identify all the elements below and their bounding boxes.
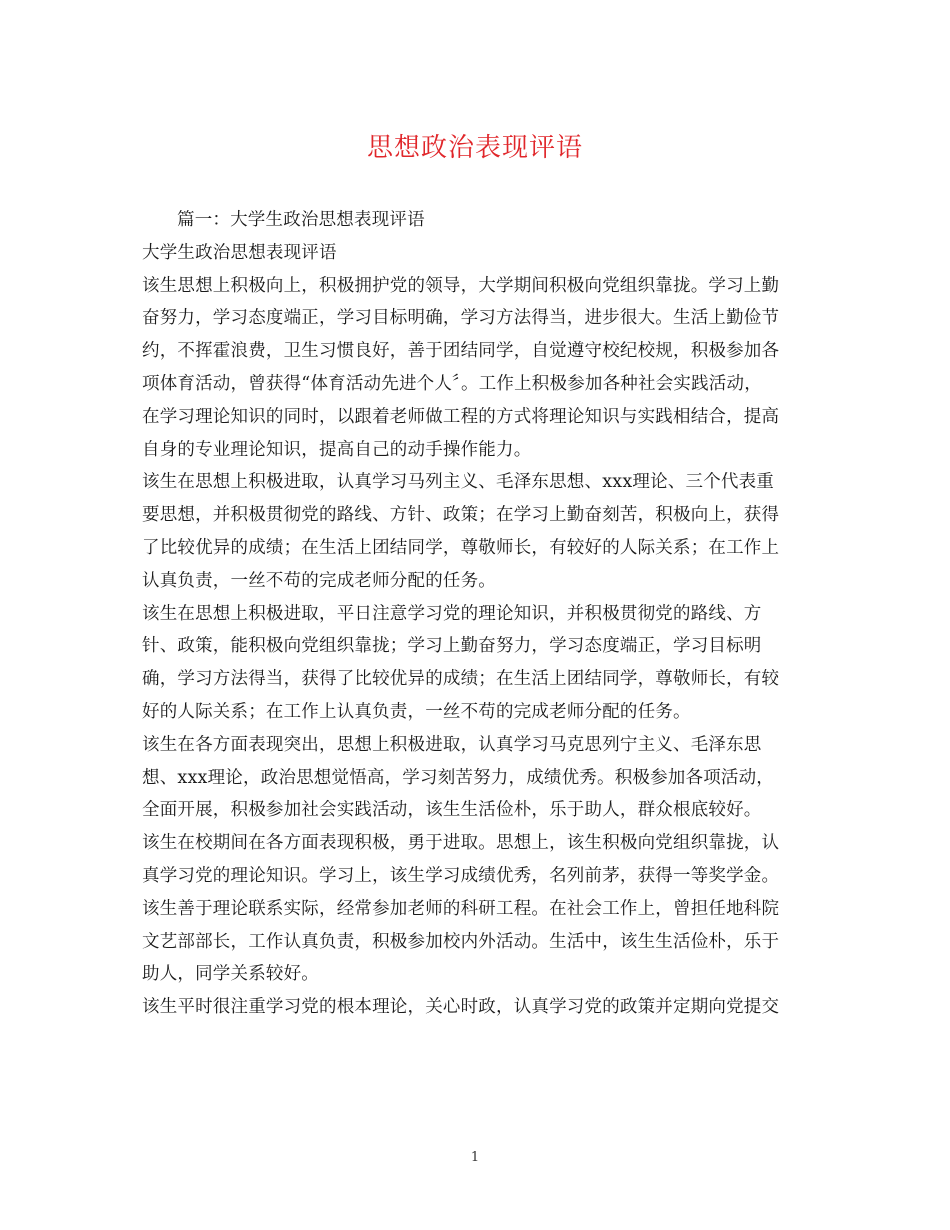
text-line: 要思想，并积极贯彻党的路线、方针、政策；在学习上勤奋刻苦，积极向上，获得 <box>142 505 780 526</box>
text-line: 该生在思想上积极进取，平日注意学习党的理论知识，并积极贯彻党的路线、方 <box>142 603 762 624</box>
page-number: 1 <box>470 1150 480 1165</box>
text-line: 好的人际关系；在工作上认真负责，一丝不苟的完成老师分配的任务。 <box>142 701 691 722</box>
text-line: 该生平时很注重学习党的根本理论，关心时政，认真学习党的政策并定期向党提交 <box>142 997 780 1018</box>
text-line: 真学习党的理论知识。学习上，该生学习成绩优秀，名列前茅，获得一等奖学金。 <box>142 865 780 886</box>
text-line: 了比较优异的成绩；在生活上团结同学，尊敬师长，有较好的人际关系；在工作上 <box>142 537 780 558</box>
text-line: 自身的专业理论知识，提高自己的动手操作能力。 <box>142 439 532 460</box>
text-line: 在学习理论知识的同时，以跟着老师做工程的方式将理论知识与实践相结合，提高 <box>142 406 780 427</box>
text-line: 针、政策，能积极向党组织靠拢；学习上勤奋努力，学习态度端正，学习目标明 <box>142 636 762 657</box>
text-line: 奋努力，学习态度端正，学习目标明确，学习方法得当，进步很大。生活上勤俭节 <box>142 308 780 329</box>
text-line: 全面开展，积极参加社会实践活动，该生生活俭朴，乐于助人，群众根底较好。 <box>142 800 762 821</box>
text-line: 约，不挥霍浪费，卫生习惯良好，善于团结同学，自觉遵守校纪校规，积极参加各 <box>142 341 780 362</box>
subheading: 大学生政治思想表现评语 <box>142 242 337 263</box>
page-title: 思想政治表现评语 <box>366 133 583 163</box>
text-line: 认真负责，一丝不苟的完成老师分配的任务。 <box>142 570 496 591</box>
text-line: 该生在思想上积极进取，认真学习马列主义、毛泽东思想、xxx理论、三个代表重 <box>142 472 775 493</box>
text-line: 项体育活动，曾获得“体育活动先进个人〞。工作上积极参加各种社会实践活动， <box>142 373 762 394</box>
text-line: 该生善于理论联系实际，经常参加老师的科研工程。在社会工作上，曾担任地科院 <box>142 898 780 919</box>
document-body <box>142 204 814 1024</box>
text-line: 该生思想上积极向上，积极拥护党的领导，大学期间积极向党组织靠拢。学习上勤 <box>142 275 780 296</box>
text-line: 确，学习方法得当，获得了比较优异的成绩；在生活上团结同学，尊敬师长，有较 <box>142 669 780 690</box>
section-heading: 篇一：大学生政治思想表现评语 <box>177 210 425 230</box>
text-line: 该生在校期间在各方面表现积极，勇于进取。思想上，该生积极向党组织靠拢，认 <box>142 833 780 854</box>
text-line: 该生在各方面表现突出，思想上积极进取，认真学习马克思列宁主义、毛泽东思 <box>142 734 762 755</box>
text-line: 想、xxx理论，政治思想觉悟高，学习刻苦努力，成绩优秀。积极参加各项活动， <box>142 767 775 788</box>
text-line: 文艺部部长，工作认真负责，积极参加校内外活动。生活中，该生生活俭朴，乐于 <box>142 931 780 952</box>
text-line: 助人，同学关系较好。 <box>142 964 319 985</box>
